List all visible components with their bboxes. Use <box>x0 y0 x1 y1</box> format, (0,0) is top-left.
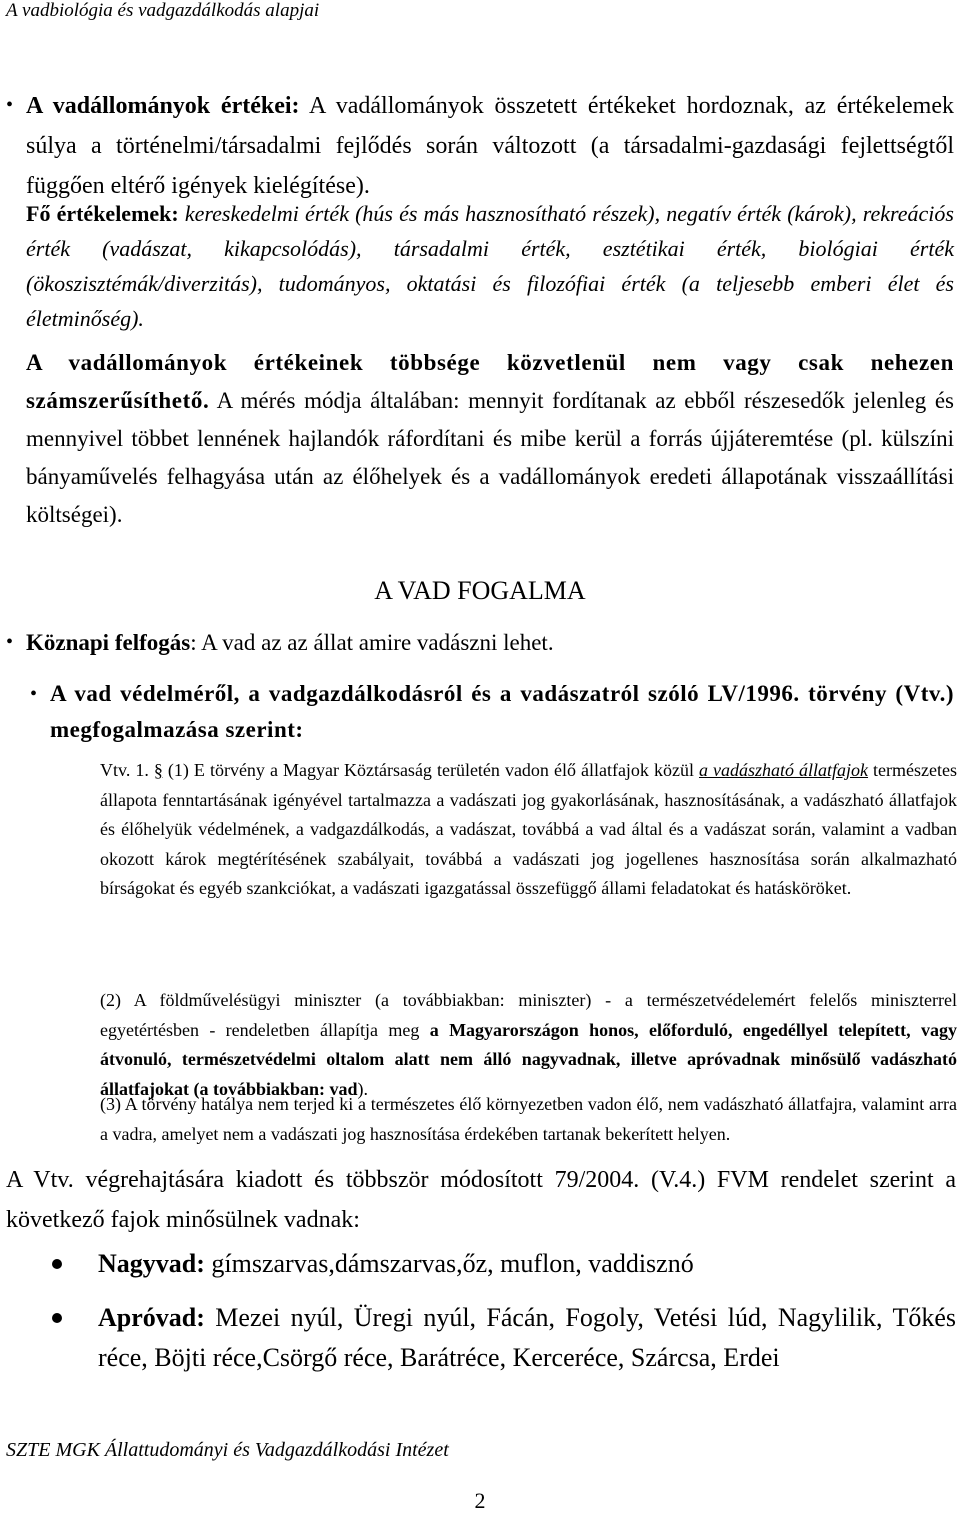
values-text: A vadállományok összetett értékeket hordoznak, az értékelemek súlya a történelmi/társadalmi fejlődés során változott (a társadalmi-gazdasági fejlettségtől függően eltérő igények kielégítése). <box>26 93 954 199</box>
bullet-icon: • <box>6 631 14 653</box>
bullet-icon: • <box>30 683 38 705</box>
law-p1-b: természetes állapota fenntartásának igényével tartalmazza a vadászati jog gyakorlásának, hasznosításának, a vadászható állatfajok és élőhelyük védelmének, a vadgazdálkodás, a vadászat, továbbá a vad által és a vadászat során, valamint a vadban okozott károk megtérítésének szabályait, továbbá a vadászati jog jogellenes hasznosítása során alkalmazható bírságokat és egyéb szankciókat, a vadászati igazgatással összefüggő állami feladatokat és hatásköröket. <box>100 760 958 899</box>
law-p1-a: (1) E törvény a Magyar Köztársaság területén vadon élő állatfajok közül <box>162 760 699 780</box>
page-number: 2 <box>474 1488 486 1513</box>
running-header: A vadbiológia és vadgazdálkodás alapjai <box>6 0 320 21</box>
small-game-items: Mezei nyúl, Üregi nyúl, Fácán, Fogoly, Vetési lúd, Nagylilik, Tőkés réce, Böjti réce,Csörgő réce, Barátréce, Kercerécе, Szárcsa, Erdei <box>98 1303 956 1372</box>
big-game-label: Nagyvad: <box>98 1249 205 1278</box>
section-heading: A VAD FOGALMA <box>374 576 586 605</box>
main-elements-paragraph <box>26 196 954 336</box>
law-p1-underlined: a vadászható állatfajok <box>698 760 869 780</box>
footer-institute: SZTE MGK Állattudományi és Vadgazdálkodási Intézet <box>6 1439 449 1461</box>
main-elements-text: kereskedelmi érték (hús és más hasznosítható részek), negatív érték (károk), rekreációs érték (vadászat, kikapcsolódás), társadalmi érték, esztétikai érték, biológiai érték (ökoszisztémák/diverzitás), tudományos, oktatási és filozófiai érték (a teljesebb emberi élet és életminőség). <box>26 201 954 331</box>
law-paragraph-1 <box>100 756 957 904</box>
bullet-icon: • <box>6 94 14 116</box>
law-p2-end: ). <box>357 1078 369 1099</box>
law-p1-prefix: Vtv. 1. <box>100 760 154 780</box>
small-game-label: Apróvad: <box>98 1303 205 1332</box>
bullet-icon <box>52 1313 62 1323</box>
values-paragraph <box>26 86 954 206</box>
law-p2-bold: a Magyarországon honos, előforduló, engedéllyel telepített, vagy átvonuló, természetvédelmi oltalom alatt nem álló nagyvadnak, illetve apróvadnak minősülő vadászható állatfajokat (a továbbiakban: vad <box>100 1019 958 1099</box>
law-paragraph-2 <box>100 986 957 1104</box>
bullet-icon <box>52 1259 62 1269</box>
values-label: A vadállományok értékei: <box>26 93 300 119</box>
summary-paragraph <box>26 344 954 534</box>
law-p2-a: (2) A földművelésügyi miniszter (a továbbiakban: miniszter) - a természetvédelemért felelős miniszterrel egyetértésben - rendeletben állapítja meg <box>100 990 957 1040</box>
species-intro: A Vtv. végrehajtására kiadott és többször módosított 79/2004. (V.4.) FVM rendelet szerint a következő fajok minősülnek vadnak: <box>6 1167 956 1233</box>
summary-text: A mérés módja általában: mennyit fordítanak az ebből részesedők jelenleg és mennyivel többet lennének hajlandók ráfordítani és mibe kerül a forrás újjáteremtése (pl. külszíni bányaművelés felhagyása után az élőhelyek és a vadállományok eredeti állapotának visszaállítási költségei). <box>26 388 954 527</box>
small-game-list <box>98 1298 956 1378</box>
common-label: Köznapi felfogás <box>26 630 191 655</box>
main-elements-label: Fő értékelemek: <box>26 201 179 226</box>
paragraph-symbol: § <box>153 760 163 780</box>
big-game-items: gímszarvas,dámszarvas,őz, muflon, vaddisznó <box>204 1249 694 1278</box>
summary-bold: A vadállományok értékeinek többsége közvetlenül nem vagy csak nehezen számszerűsíthető. <box>26 350 954 413</box>
common-text: : A vad az az állat amire vadászni lehet. <box>190 630 554 655</box>
common-definition <box>26 624 954 662</box>
law-title: A vad védelméről, a vadgazdálkodásról és a vadászatról szóló LV/1996. törvény (Vtv.) megfogalmazása szerint: <box>50 681 954 742</box>
law-paragraph-3: (3) A törvény hatálya nem terjed ki a természetes élő környezetben vadon élő, nem vadászható állatfajra, valamint arra a vadra, amelyet nem a vadászati jog hasznosítása érdekében tartanak bekerített helyen. <box>100 1094 957 1144</box>
big-game-list <box>98 1244 956 1284</box>
